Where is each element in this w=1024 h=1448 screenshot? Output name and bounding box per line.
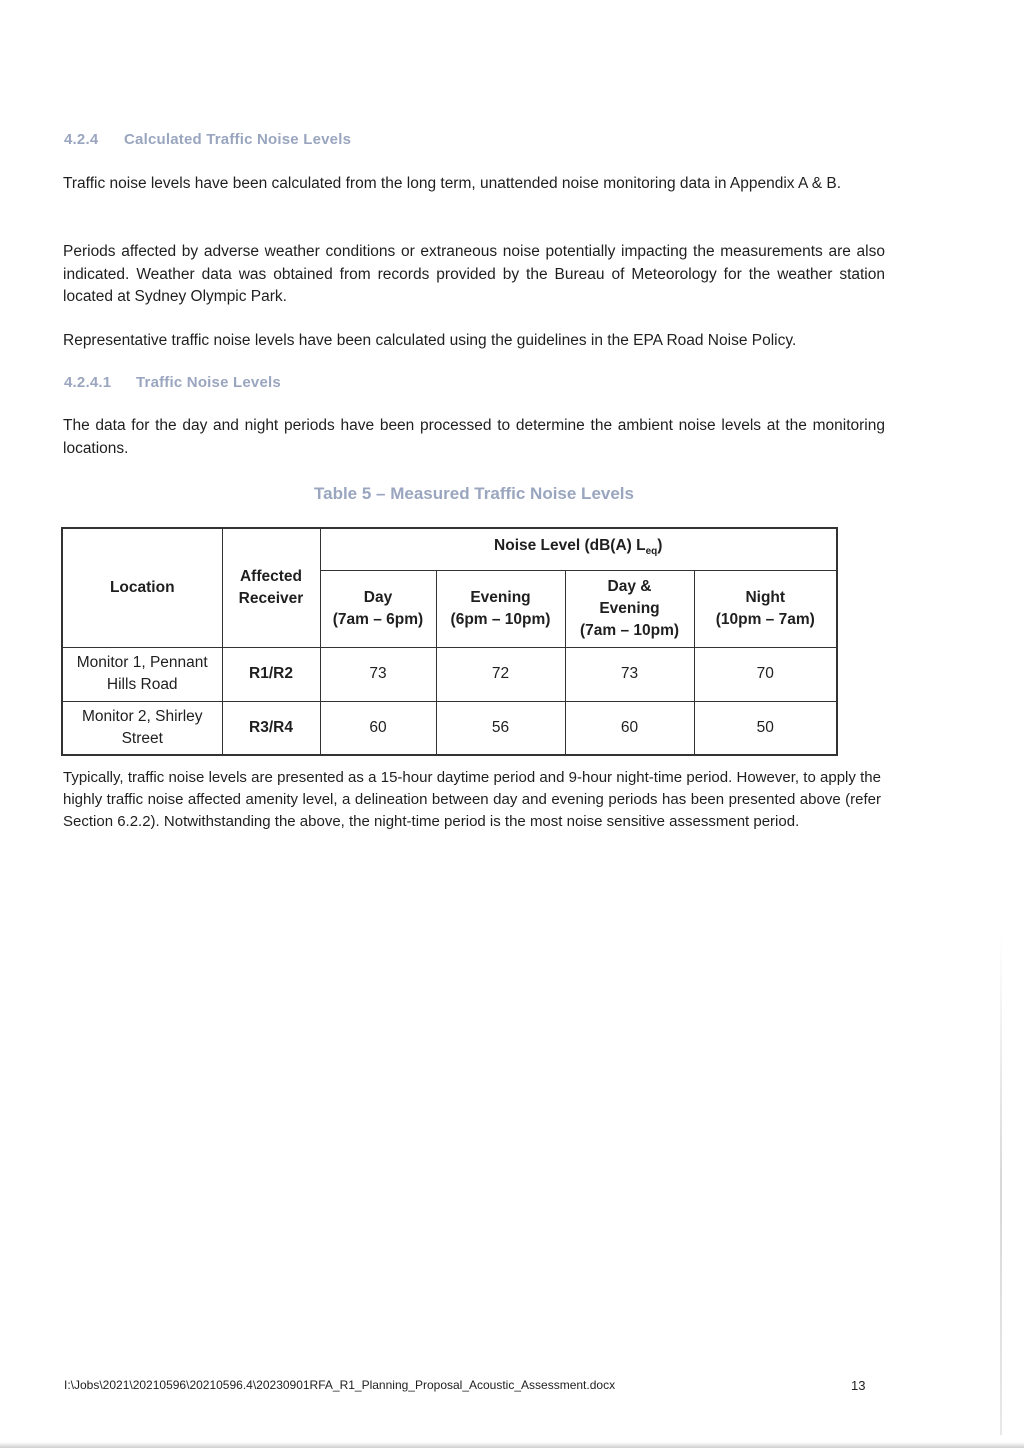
table-row — [62, 701, 837, 755]
cell-night: 70 — [694, 647, 837, 701]
paragraph-weather: Periods affected by adverse weather conditions or extraneous noise potentially impacting the measurements are also indicated. Weather data was obtained from records provided by the Bureau of Meteorology for the weather station located at Sydney Olympic Park. — [63, 243, 885, 305]
paragraph-guidelines: Representative traffic noise levels have been calculated using the guidelines in the EPA Road Noise Policy. — [63, 332, 797, 349]
noise-level-table — [61, 527, 838, 756]
subsection-number: 4.2.4.1 — [64, 374, 112, 391]
cell-night: 50 — [694, 701, 837, 755]
header-day-evening: Day & Evening (7am – 10pm) — [565, 570, 694, 647]
cell-day: 73 — [320, 647, 436, 701]
cell-evening: 56 — [436, 701, 565, 755]
header-night: Night (10pm – 7am) — [694, 570, 837, 647]
section-heading — [64, 131, 351, 148]
table-caption: Table 5 – Measured Traffic Noise Levels — [314, 484, 634, 503]
header-evening: Evening (6pm – 10pm) — [436, 570, 565, 647]
header-day: Day (7am – 6pm) — [320, 570, 436, 647]
cell-day-evening: 73 — [565, 647, 694, 701]
section-title: Calculated Traffic Noise Levels — [124, 131, 352, 148]
subsection-title: Traffic Noise Levels — [136, 374, 281, 391]
cell-receiver: R1/R2 — [222, 647, 320, 701]
cell-evening: 72 — [436, 647, 565, 701]
footer-file-path: I:\Jobs\2021\20210596\20210596.4\20230901RFA_R1_Planning_Proposal_Acoustic_Assessment.docx — [64, 1378, 616, 1392]
subsection-heading — [64, 374, 281, 391]
cell-day-evening: 60 — [565, 701, 694, 755]
section-number: 4.2.4 — [64, 131, 99, 148]
cell-receiver: R3/R4 — [222, 701, 320, 755]
header-noise-level: Noise Level (dB(A) $L_{eq}$) — [320, 528, 837, 570]
paragraph-processing: The data for the day and night periods have been processed to determine the ambient noise levels at the monitoring locations. — [63, 417, 885, 457]
cell-location: Monitor 1, Pennant Hills Road — [62, 647, 222, 701]
header-location: Location — [62, 528, 222, 647]
table-row — [62, 647, 837, 701]
page-number: 13 — [851, 1378, 866, 1393]
table-header-row — [62, 528, 837, 570]
paragraph-appendix: Traffic noise levels have been calculated from the long term, unattended noise monitoring data in Appendix A & B. — [63, 175, 842, 192]
bottom-edge-shadow — [0, 1442, 1024, 1448]
cell-location: Monitor 2, Shirley Street — [62, 701, 222, 755]
page-edge-shadow — [1000, 935, 1002, 1435]
cell-day: 60 — [320, 701, 436, 755]
paragraph-typical-periods: Typically, traffic noise levels are presented as a 15-hour daytime period and 9-hour night-time period. However, to apply the highly traffic noise affected amenity level, a delineation between day and evening periods has been presented above (refer Section 6.2.2). Notwithstanding the above, the night-time period is the most noise sensitive assessment period. — [63, 769, 881, 830]
header-affected-receiver: Affected Receiver — [222, 528, 320, 647]
